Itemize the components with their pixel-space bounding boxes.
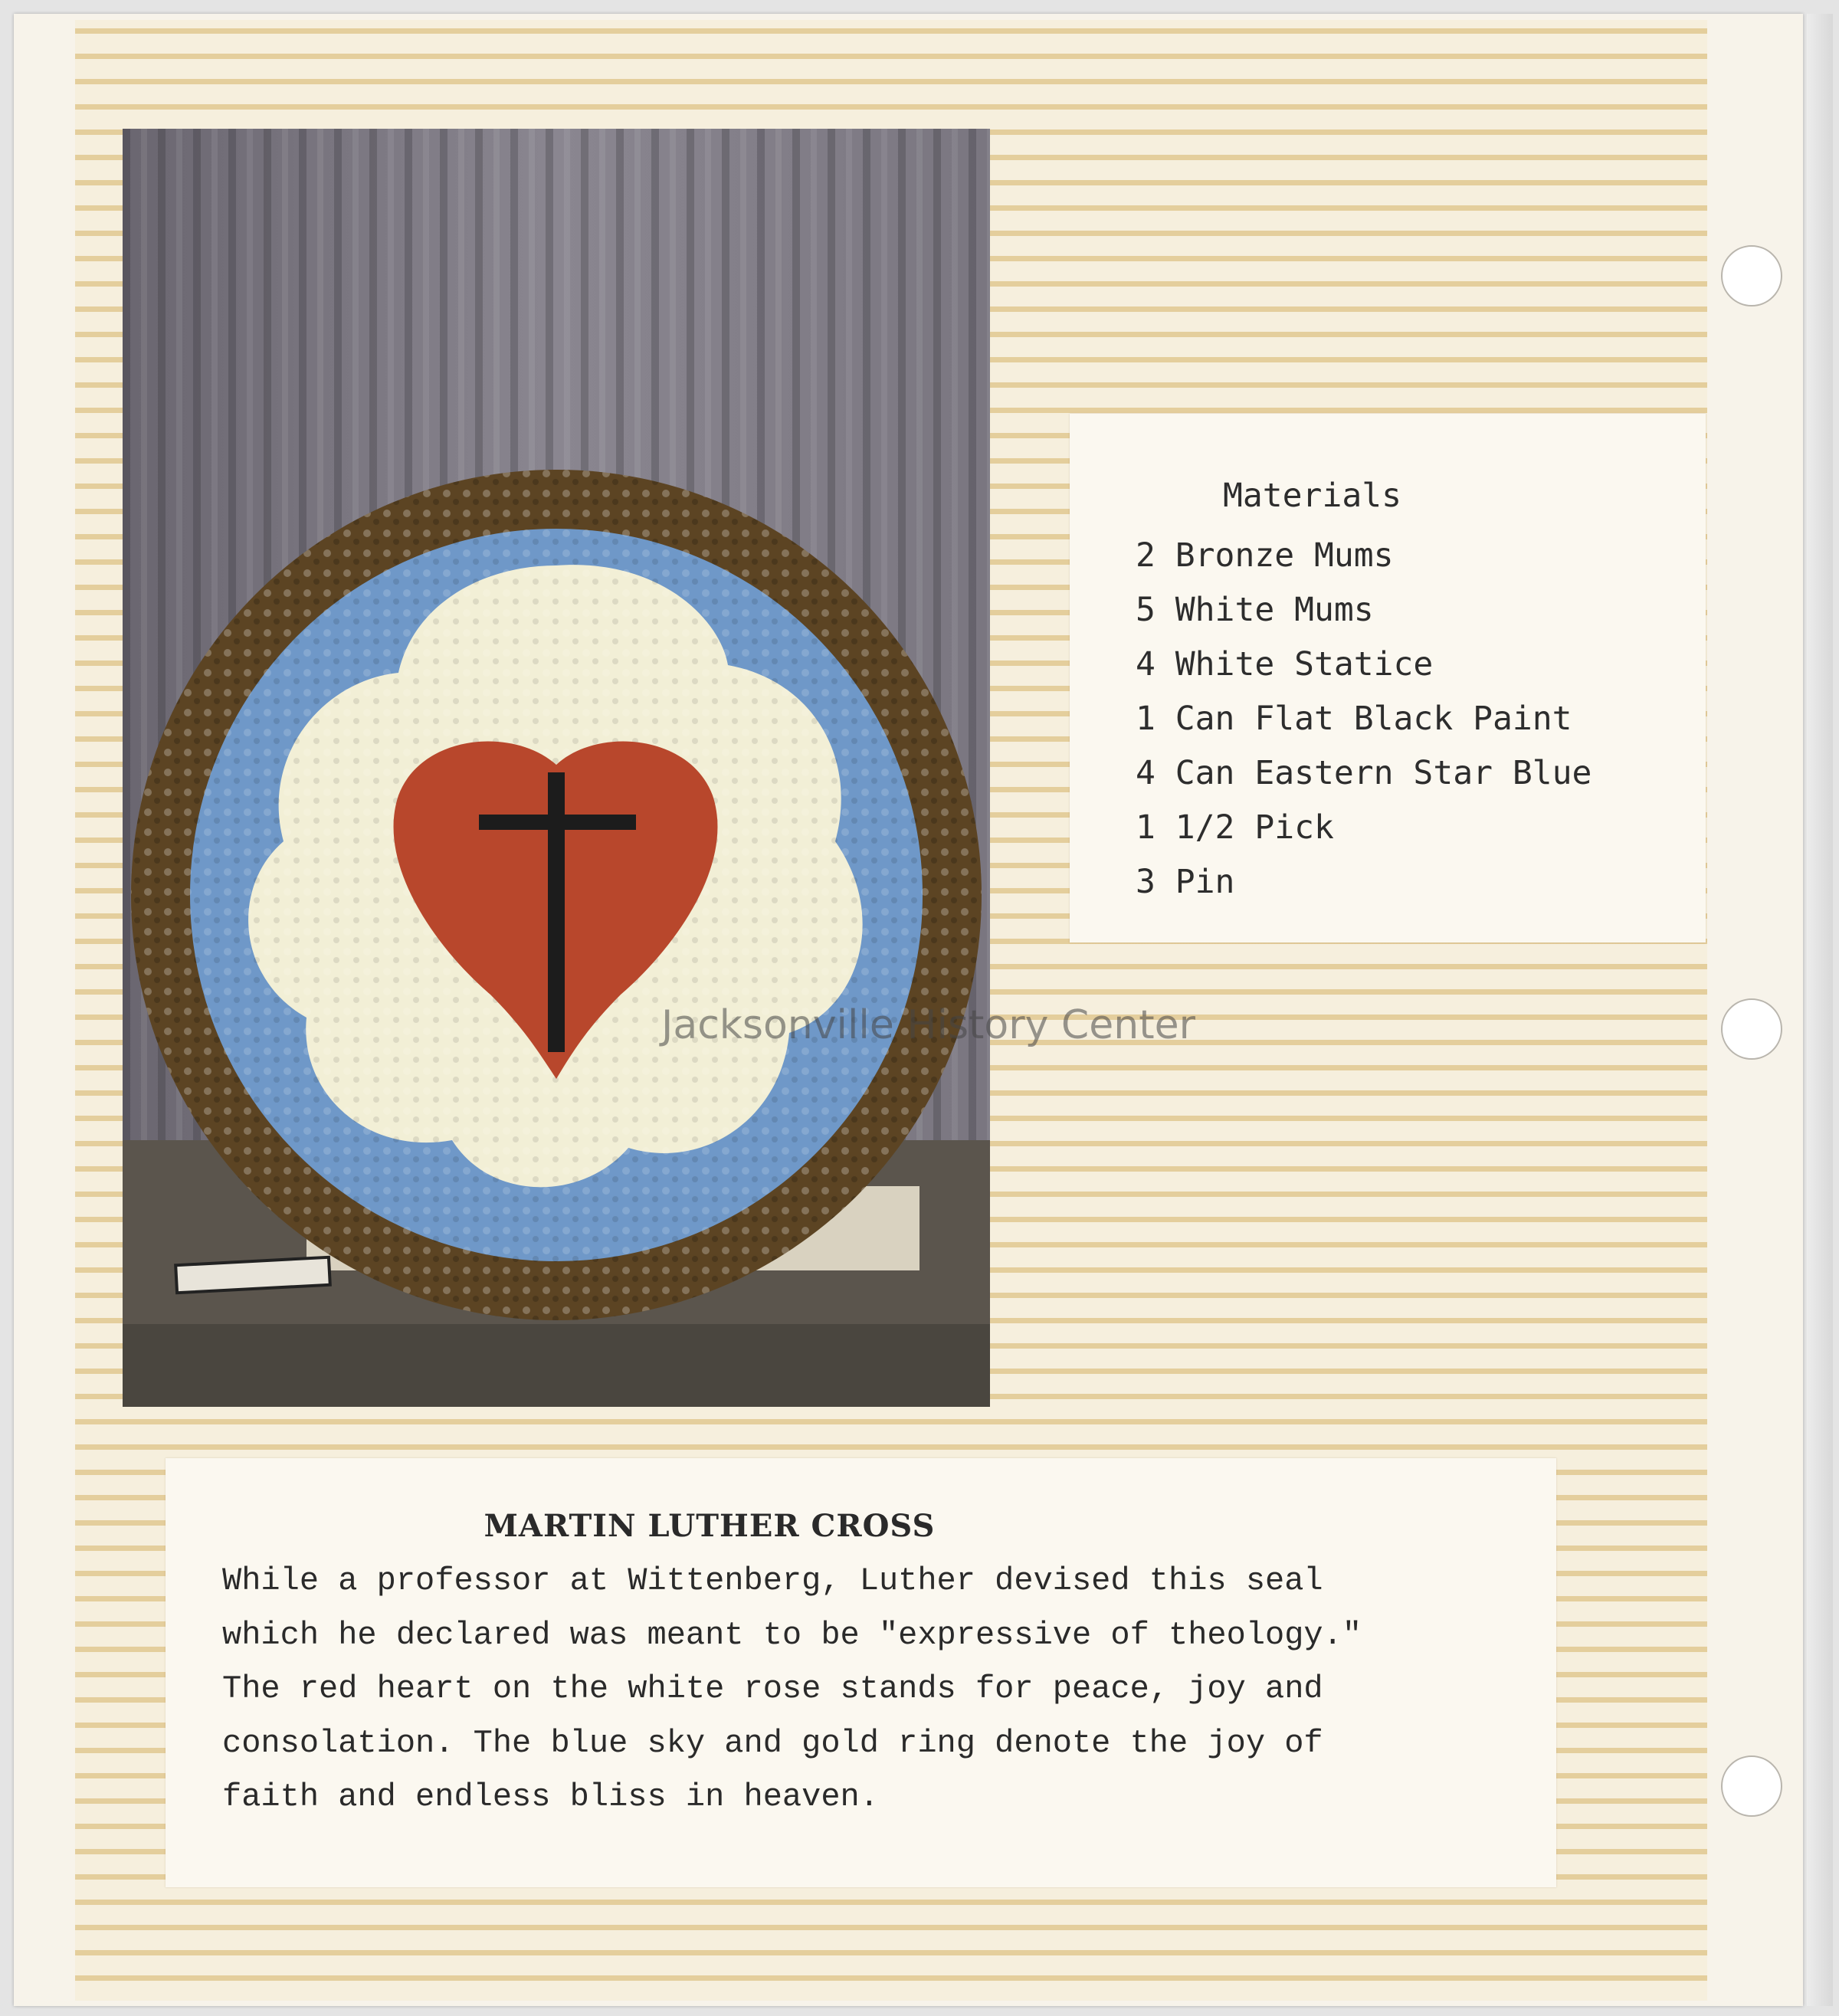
materials-card: [1070, 414, 1706, 942]
cross-icon: [548, 772, 565, 1052]
album-sheet: [14, 14, 1803, 2006]
materials-item: 1 Can Flat Black Paint: [1136, 700, 1572, 738]
caption-body: [222, 1554, 1525, 1824]
binder-hole: [1721, 998, 1782, 1060]
caption-line: The red heart on the white rose stands for peace, joy and: [222, 1670, 1323, 1707]
watermark: Jacksonville History Center: [661, 1002, 1195, 1048]
materials-title: Materials: [1223, 477, 1401, 515]
caption-card: [166, 1458, 1556, 1887]
photo-illustration: [123, 129, 990, 1407]
caption-line: faith and endless bliss in heaven.: [222, 1778, 879, 1815]
caption-line: consolation. The blue sky and gold ring denote the joy of: [222, 1724, 1323, 1762]
caption-line: which he declared was meant to be "expressive of theology.": [222, 1616, 1362, 1654]
materials-item: 4 White Statice: [1136, 645, 1434, 683]
caption-line: While a professor at Wittenberg, Luther devised this seal: [222, 1562, 1323, 1599]
materials-item: 5 White Mums: [1136, 591, 1374, 629]
materials-item: 3 Pin: [1136, 863, 1235, 901]
luther-rose-wreath: [131, 470, 982, 1320]
photo-luther-rose-arrangement: [123, 129, 990, 1407]
materials-item: 1 1/2 Pick: [1136, 808, 1334, 847]
binder-hole: [1721, 1755, 1782, 1817]
materials-item: 2 Bronze Mums: [1136, 536, 1394, 575]
materials-list: [1136, 529, 1592, 910]
materials-item: 4 Can Eastern Star Blue: [1136, 754, 1592, 792]
caption-heading: MARTIN LUTHER CROSS: [484, 1508, 936, 1544]
page-edge: [1807, 14, 1833, 2006]
binder-hole: [1721, 245, 1782, 306]
